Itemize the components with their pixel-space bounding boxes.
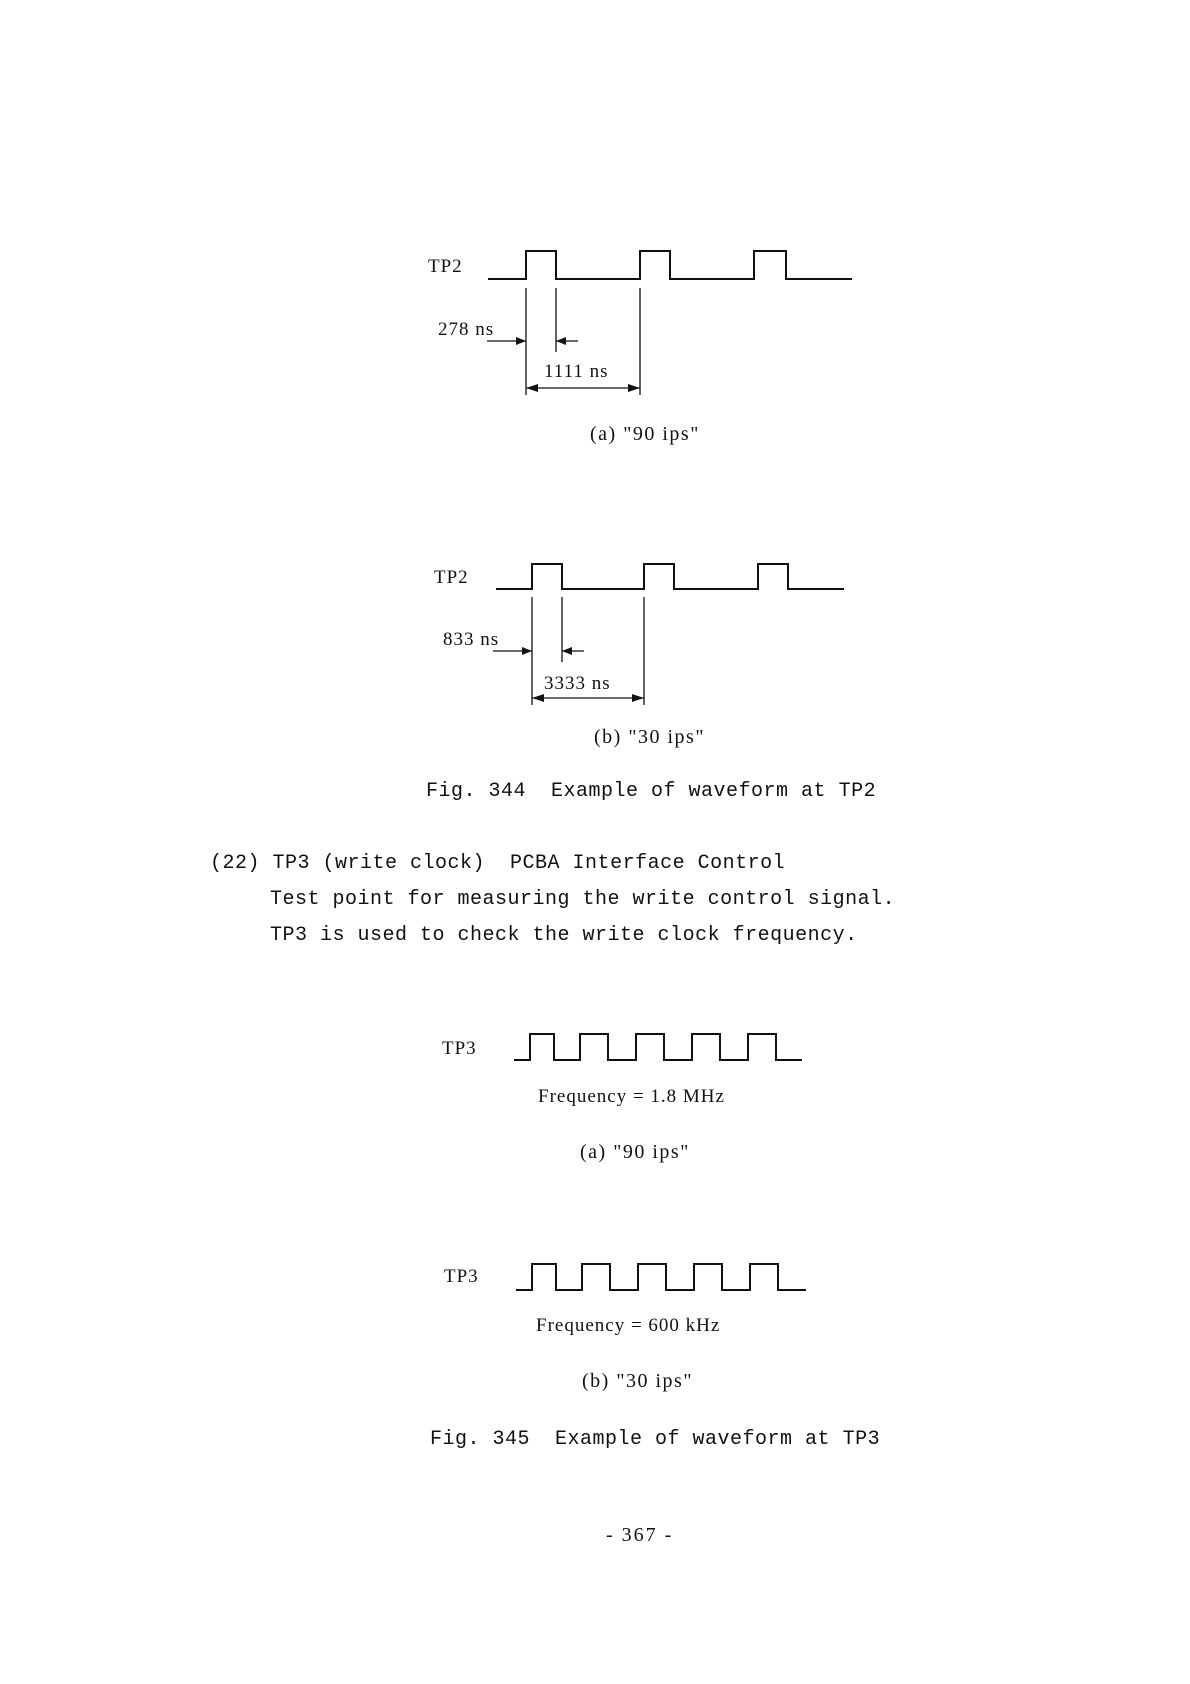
fig344-caption: Fig. 344 Example of waveform at TP2 (426, 780, 877, 803)
fig345-b-caption: (b) "30 ips" (582, 1370, 693, 1392)
fig344-a-signal-label: TP2 (428, 256, 463, 277)
arrowhead-icon (556, 337, 566, 345)
arrowhead-icon (526, 384, 538, 392)
arrowhead-icon (522, 647, 532, 655)
fig345-b-frequency: Frequency = 600 kHz (536, 1315, 721, 1336)
fig344-b-signal-label: TP2 (434, 567, 469, 588)
fig344-a-pulse-width: 278 ns (438, 319, 495, 340)
fig345-b-signal-label: TP3 (444, 1266, 479, 1287)
fig344-a-caption: (a) "90 ips" (590, 423, 700, 445)
fig345-b-waveform (516, 1264, 806, 1290)
fig344-b-caption: (b) "30 ips" (594, 726, 705, 748)
arrowhead-icon (532, 694, 544, 702)
arrowhead-icon (516, 337, 526, 345)
fig345-a-signal-label: TP3 (442, 1038, 477, 1059)
fig344-a-period: 1111 ns (544, 361, 609, 382)
fig344-a-diagram (428, 251, 852, 445)
page-number: - 367 - (606, 1524, 674, 1546)
fig345-a-frequency: Frequency = 1.8 MHz (538, 1086, 725, 1107)
fig345-b-diagram (444, 1264, 806, 1392)
fig344-b-diagram (434, 564, 844, 748)
fig345-a-caption: (a) "90 ips" (580, 1141, 690, 1163)
arrowhead-icon (632, 694, 644, 702)
arrowhead-icon (628, 384, 640, 392)
section-line-2: TP3 is used to check the write clock frequency. (270, 924, 858, 947)
fig345-caption: Fig. 345 Example of waveform at TP3 (430, 1428, 881, 1451)
section-line-1: Test point for measuring the write control signal. (270, 888, 896, 911)
fig344-b-period: 3333 ns (544, 673, 611, 694)
fig344-b-pulse-width: 833 ns (443, 629, 500, 650)
section-heading: (22) TP3 (write clock) PCBA Interface Control (210, 852, 786, 875)
arrowhead-icon (562, 647, 572, 655)
fig344-b-waveform (496, 564, 844, 589)
fig345-a-diagram (442, 1034, 802, 1163)
fig344-a-waveform (488, 251, 852, 279)
fig345-a-waveform (514, 1034, 802, 1060)
